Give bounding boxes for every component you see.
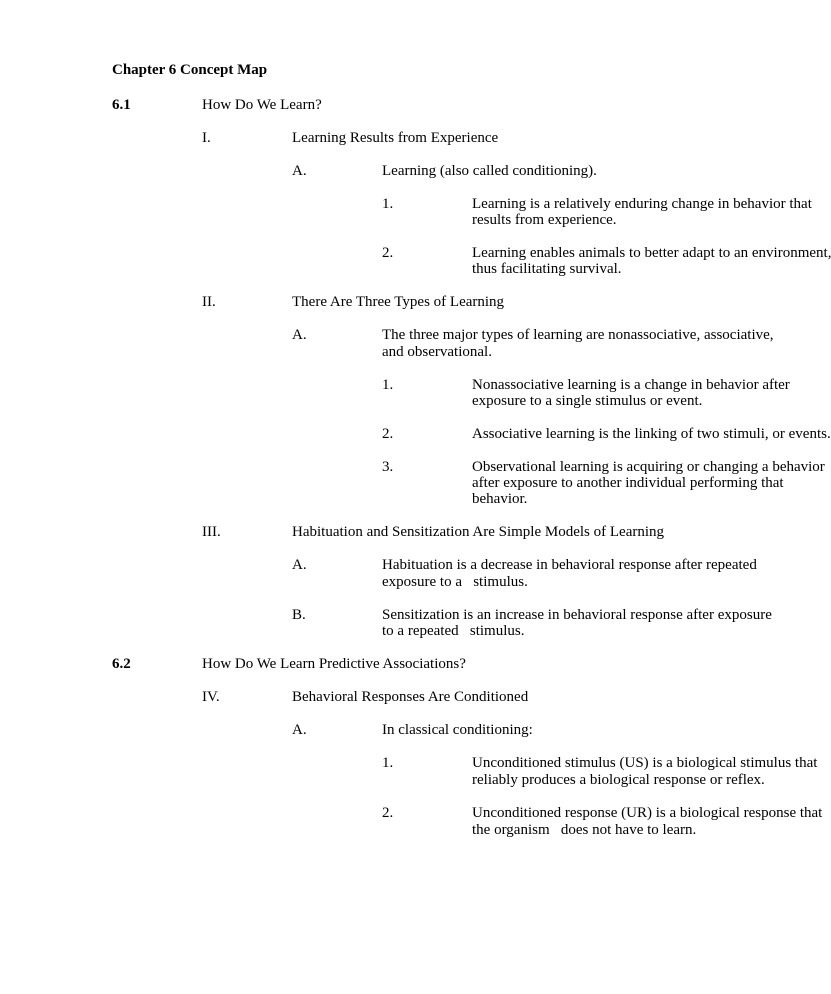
subpoint-text: Observational learning is acquiring or changing a behavior — [472, 458, 825, 475]
subpoint-number: 1. — [382, 195, 394, 212]
point-letter: A. — [292, 721, 307, 738]
subpoint-text: thus facilitating survival. — [472, 261, 622, 278]
point-text: Learning (also called conditioning). — [382, 162, 597, 179]
point-letter: A. — [292, 557, 307, 574]
point-text: Habituation is a decrease in behavioral response after repeated — [382, 557, 757, 574]
point-letter: A. — [292, 327, 307, 344]
subpoint-number: 2. — [382, 245, 394, 261]
section-heading: How Do We Learn? — [202, 96, 322, 113]
subpoint-number: 2. — [382, 804, 394, 821]
topic-heading: Behavioral Responses Are Conditioned — [292, 688, 529, 705]
section-heading: How Do We Learn Predictive Associations? — [202, 655, 466, 672]
point-text: exposure to a stimulus. — [382, 573, 528, 590]
subpoint-text: Learning enables animals to better adapt to an environment, — [472, 245, 831, 261]
subpoint-text: behavior. — [472, 491, 528, 508]
topic-numeral: IV. — [202, 688, 220, 705]
point-letter: A. — [292, 162, 307, 179]
topic-heading: There Are Three Types of Learning — [292, 294, 505, 311]
point-text: and observational. — [382, 343, 492, 360]
subpoint-text: Associative learning is the linking of two stimuli, or events. — [472, 425, 831, 442]
subpoint-text: Learning is a relatively enduring change in behavior that — [472, 195, 812, 212]
subpoint-text: exposure to a single stimulus or event. — [472, 392, 703, 409]
section-number: 6.1 — [112, 96, 131, 113]
topic-numeral: III. — [202, 524, 221, 541]
page-title: Chapter 6 Concept Map — [112, 62, 268, 78]
subpoint-text: the organism does not have to learn. — [472, 821, 697, 838]
topic-heading: Learning Results from Experience — [292, 129, 499, 146]
point-text: Sensitization is an increase in behavioral response after exposure — [382, 606, 772, 623]
point-text: In classical conditioning: — [382, 721, 533, 738]
subpoint-number: 3. — [382, 458, 394, 475]
point-text: to a repeated stimulus. — [382, 622, 525, 639]
subpoint-number: 1. — [382, 376, 394, 393]
topic-numeral: I. — [202, 129, 211, 146]
topic-heading: Habituation and Sensitization Are Simple Models of Learning — [292, 524, 665, 541]
subpoint-text: Nonassociative learning is a change in behavior after — [472, 376, 790, 393]
topic-numeral: II. — [202, 294, 216, 311]
subpoint-number: 2. — [382, 425, 394, 442]
point-letter: B. — [292, 606, 306, 623]
subpoint-text: Unconditioned response (UR) is a biological response that — [472, 804, 823, 821]
subpoint-number: 1. — [382, 754, 394, 771]
section-number: 6.2 — [112, 655, 131, 672]
subpoint-text: reliably produces a biological response or reflex. — [472, 771, 765, 788]
subpoint-text: Unconditioned stimulus (US) is a biological stimulus that — [472, 754, 818, 771]
subpoint-text: after exposure to another individual performing that — [472, 475, 784, 492]
point-text: The three major types of learning are nonassociative, associative, — [382, 327, 774, 344]
subpoint-text: results from experience. — [472, 211, 617, 228]
